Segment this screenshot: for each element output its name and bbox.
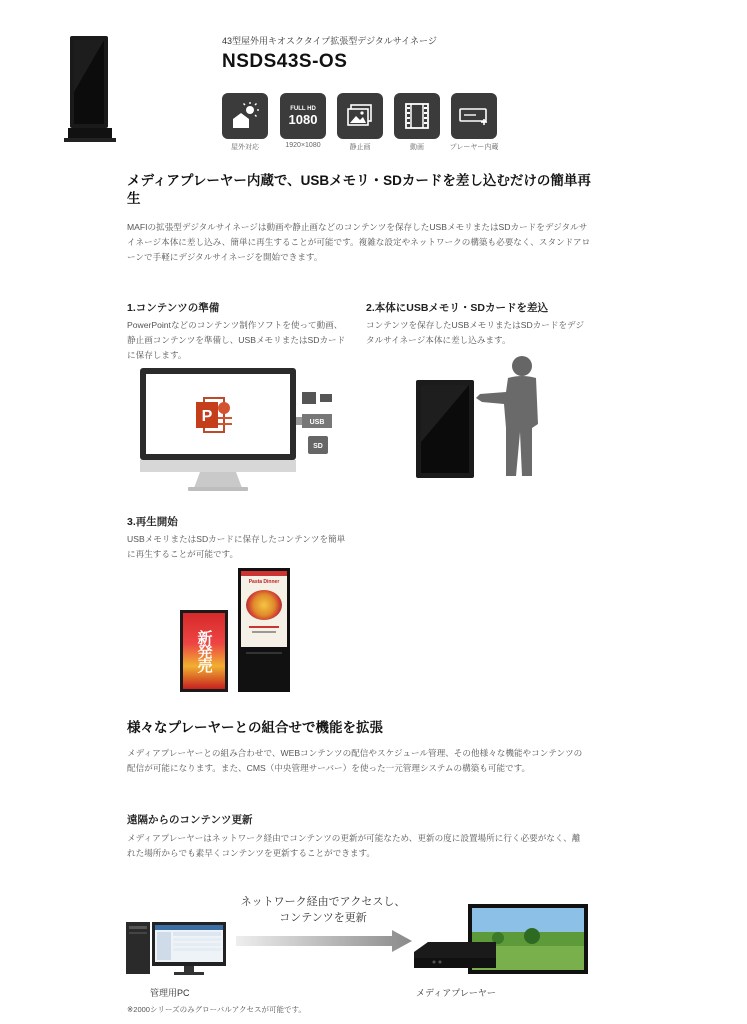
kiosk-product-image xyxy=(60,32,120,144)
feature-label-resolution: 1920×1080 xyxy=(285,142,321,149)
media-icons xyxy=(296,390,336,456)
media-player-display-image xyxy=(412,902,590,980)
small-signage-image xyxy=(180,610,228,692)
sd-label: SD xyxy=(313,443,323,450)
section1-title: メディアプレーヤー内蔵で、USBメモリ・SDカードを差し込むだけの簡単再生 xyxy=(127,173,591,206)
product-model: NSDS43S-OS xyxy=(222,51,348,72)
section2-title: 様々なプレーヤーとの組合せで機能を拡張 xyxy=(127,720,383,735)
kiosk-poster-title: Pasta Dinner xyxy=(248,579,280,585)
step2-body: コンテンツを保存したUSBメモリまたはSDカードをデジタルサイネージ本体に差し込みます。 xyxy=(366,320,585,345)
still-image-icon xyxy=(337,93,383,139)
remote-update-title: 遠隔からのコンテンツ更新 xyxy=(127,814,253,826)
remote-update-body: メディアプレーヤーはネットワーク経由でコンテンツの更新が可能なため、更新の度に設置場所に行く必要がなく、離れた場所からでも素早くコンテンツを更新することができます。 xyxy=(127,833,581,858)
full-hd-badge-main: 1080 xyxy=(288,111,318,127)
network-caption-line1: ネットワーク経由でアクセスし、 xyxy=(240,896,406,908)
section2-body: メディアプレーヤーとの組み合わせで、WEBコンテンツの配信やスケジュール管理、その他様々な機能やコンテンツの配信が可能になります。また、CMS（中央管理サーバー）を使った一元管理システムの構築も可能です。 xyxy=(127,748,583,773)
admin-pc-image xyxy=(124,918,228,978)
footnote: ※2000シリーズのみグローバルアクセスが可能です。 xyxy=(127,1005,306,1014)
video-icon xyxy=(394,93,440,139)
section1-body: MAFIの拡張型デジタルサイネージは動画や静止画などのコンテンツを保存したUSBメモリまたはSDカードをデジタルサイネージ本体に差し込み、簡単に再生することが可能です。複雑な設定やネットワークの構築も必要なく、スタンドアローンで手軽にデジタルサイネージを開始できます。 xyxy=(127,222,591,262)
usb-label: USB xyxy=(309,419,325,426)
feature-label-player: プレーヤー内蔵 xyxy=(449,144,499,151)
media-player-label: メディアプレーヤー xyxy=(416,988,496,998)
step3-body: USBメモリまたはSDカードに保存したコンテンツを簡単に再生することが可能です。 xyxy=(127,534,346,559)
feature-label-video: 動画 xyxy=(410,144,424,151)
step1-title: 1.コンテンツの準備 xyxy=(127,302,220,314)
full-hd-icon xyxy=(280,93,326,139)
poster-text: 新発売 xyxy=(195,630,213,672)
outdoor-icon xyxy=(222,93,268,139)
player-icon xyxy=(451,93,497,139)
feature-label-still: 静止画 xyxy=(349,144,371,151)
step2-title: 2.本体にUSBメモリ・SDカードを差込 xyxy=(366,302,549,314)
ppt-letter: P xyxy=(201,408,213,425)
kiosk-signage-image xyxy=(238,568,290,692)
network-caption xyxy=(238,894,408,926)
network-arrow xyxy=(236,930,416,952)
network-caption-line2: コンテンツを更新 xyxy=(279,912,367,924)
step3-title: 3.再生開始 xyxy=(127,516,178,528)
step1-body: PowerPointなどのコンテンツ制作ソフトを使って動画、静止画コンテンツを準備し、USBメモリまたはSDカードに保存します。 xyxy=(127,320,346,360)
admin-pc-label: 管理用PC xyxy=(150,988,190,998)
person-inserting-usb-image xyxy=(414,352,544,482)
product-subtitle: 43型屋外用キオスクタイプ拡張型デジタルサイネージ xyxy=(222,36,437,46)
full-hd-badge-top: FULL HD xyxy=(290,105,316,112)
feature-label-outdoor: 屋外対応 xyxy=(231,144,259,151)
